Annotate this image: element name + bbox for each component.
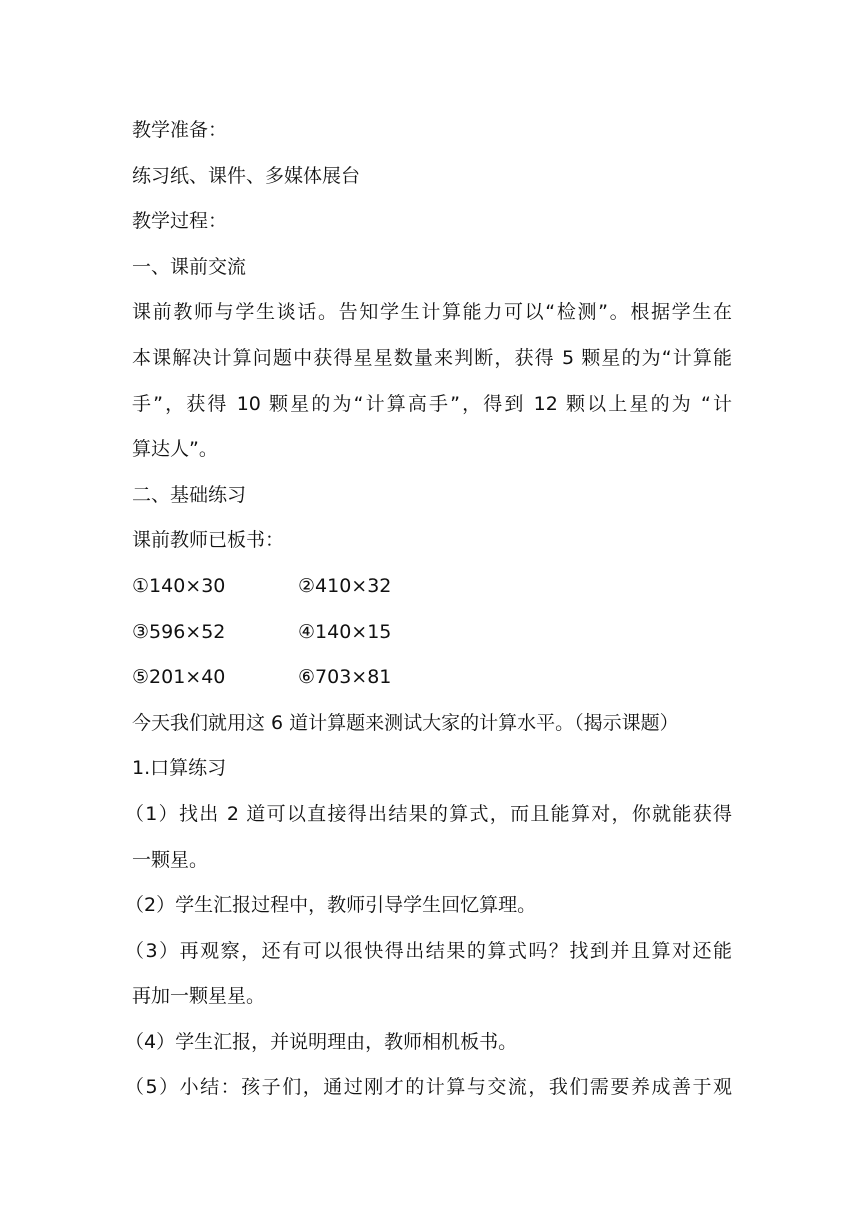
problem-item: ④140×15 xyxy=(298,620,392,643)
document-body xyxy=(125,108,732,1111)
problem-item: ②410×32 xyxy=(298,574,392,597)
subsection-heading: 1.口算练习 xyxy=(132,757,227,780)
problem-item: ⑤201×40 xyxy=(132,666,226,689)
paragraph-line: 手”，获得 10 颗星的为“计算高手”，得到 12 颗以上星的为 “计 xyxy=(132,392,732,415)
paragraph-line: 本课解决计算问题中获得星星数量来判断，获得 5 颗星的为“计算能 xyxy=(132,346,732,369)
problem-row xyxy=(132,564,732,610)
problem-row xyxy=(132,610,732,656)
problem-item: ①140×30 xyxy=(132,574,226,597)
paragraph-line: （2）学生汇报过程中，教师引导学生回忆算理。 xyxy=(125,894,537,917)
paragraph-line: （1）找出 2 道可以直接得出结果的算式，而且能算对，你就能获得 xyxy=(125,802,732,825)
paragraph-line: （5）小结：孩子们，通过刚才的计算与交流，我们需要养成善于观 xyxy=(125,1076,732,1099)
paragraph-line: 今天我们就用这 6 道计算题来测试大家的计算水平。（揭示课题） xyxy=(132,711,679,734)
problem-item: ③596×52 xyxy=(132,620,226,643)
paragraph-line: （3）再观察，还有可以很快得出结果的算式吗？找到并且算对还能 xyxy=(125,939,732,962)
paragraph-line: 算达人”。 xyxy=(132,438,218,461)
heading-process: 教学过程： xyxy=(132,210,228,233)
paragraph-line: 再加一颗星星。 xyxy=(132,985,266,1008)
heading-preparation: 教学准备： xyxy=(132,119,228,141)
section-heading-2: 二、基础练习 xyxy=(132,483,247,506)
paragraph-line: （4）学生汇报，并说明理由，教师相机板书。 xyxy=(125,1030,518,1053)
paragraph-line: 课前教师与学生谈话。告知学生计算能力可以“检测”。根据学生在 xyxy=(132,301,732,324)
board-intro-line: 课前教师已板书： xyxy=(132,529,285,552)
paragraph-line: 一颗星。 xyxy=(132,848,209,871)
materials-line: 练习纸、课件、多媒体展台 xyxy=(132,164,361,187)
problem-row xyxy=(132,655,732,701)
problem-item: ⑥703×81 xyxy=(298,666,392,689)
section-heading-1: 一、课前交流 xyxy=(132,255,247,278)
